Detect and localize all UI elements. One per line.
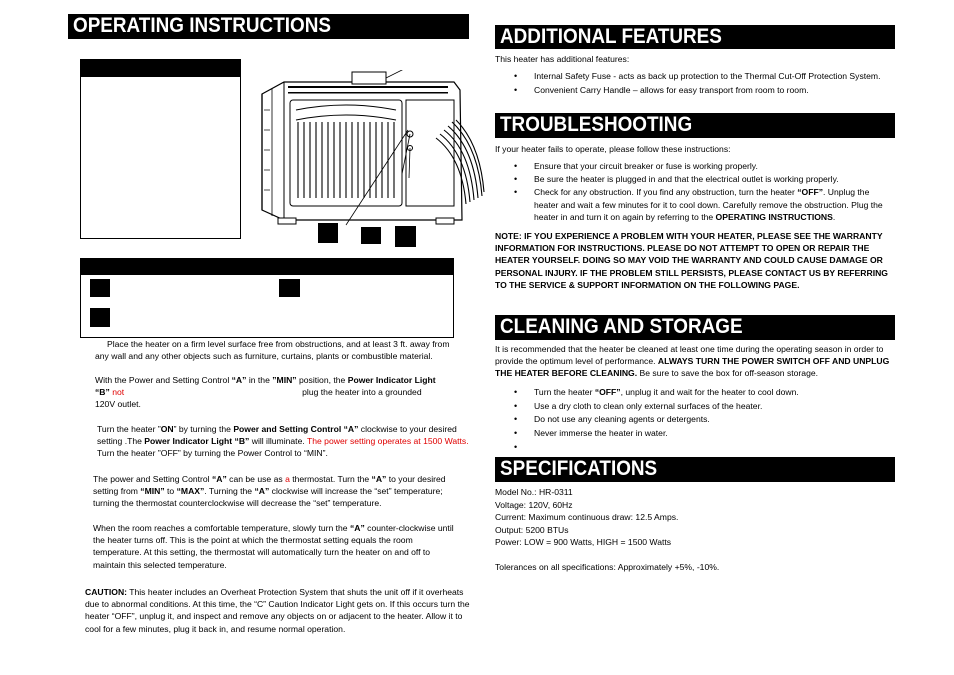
indicator-key-a: [90, 279, 110, 297]
troubleshooting-note: NOTE: IF YOU EXPERIENCE A PROBLEM WITH YOUR HEATER, PLEASE SEE THE WARRANTY INFORMATION FOR INSTRUCTIONS. PLEASE DO NOT ATTEMPT TO OPEN OR REPAIR THE HEATER YOURSELF. DOING SO MAY VOID THE WARRANTY AND COULD CAUSE DAMAGE OR PERSONAL INJURY. IF THE PROBLEM STILL PERSISTS, PLEASE CONTACT US BY REFERRING TO THE SERVICE & SUPPORT INFORMATION ON THE FOLLOWING PAGE.: [495, 231, 888, 290]
controls-legend-box: [80, 59, 241, 239]
list-item: • Internal Safety Fuse - acts as back up protection to the Thermal Cut-Off Protection System.: [496, 70, 896, 82]
spec-line: Voltage: 120V, 60Hz: [495, 499, 573, 510]
spec-line: Current: Maximum continuous draw: 12.5 Amps.: [495, 512, 679, 522]
additional-features-heading: ADDITIONAL FEATURES: [495, 25, 895, 49]
list-item: [496, 441, 896, 455]
operating-para-5: When the room reaches a comfortable temperature, slowly turn the “A” counter-clockwise until the heater turns off. This is the point at which the thermostat setting equals the room temperature. At this setting, the thermostat will automatically turn the heater on and off to maintain this selected temperature.: [93, 523, 454, 570]
callout-box-b: [361, 227, 381, 244]
list-item: • Use a dry cloth to clean only external surfaces of the heater.: [496, 400, 896, 414]
spec-line: Power: LOW = 900 Watts, HIGH = 1500 Watts: [495, 537, 672, 547]
list-item: • Check for any obstruction. If you find any obstruction, turn the heater “OFF”. Unplug the heater and wait a few minutes for it to cool down. Carefully remove the obstruction. Plug the heater in and turn it on again by referring to the OPERATING INSTRUCTIONS.: [496, 186, 896, 223]
specifications-heading: SPECIFICATIONS: [495, 457, 895, 482]
list-item: • Do not use any cleaning agents or detergents.: [496, 413, 896, 427]
cleaning-list: [496, 386, 896, 455]
additional-intro: This heater has additional features:: [495, 54, 630, 64]
list-item: • Ensure that your circuit breaker or fuse is working properly.: [496, 160, 896, 172]
operating-instructions-heading: OPERATING INSTRUCTIONS: [68, 14, 469, 39]
operating-para-1: Place the heater on a firm level surface free from obstructions, and at least 3 ft. away from any wall and any other objects such as furniture, curtains, plants or combustible material.: [95, 339, 450, 362]
list-item: • Convenient Carry Handle – allows for easy transport from room to room.: [496, 84, 896, 96]
list-item: • Turn the heater “OFF”, unplug it and wait for the heater to cool down.: [496, 386, 896, 400]
indicator-key-c: [90, 308, 110, 327]
list-item: • Never immerse the heater in water.: [496, 427, 896, 441]
operating-para-2: With the Power and Setting Control “A” in the ”MIN” position, the Power Indicator Light “B” not plug the heater into a grounded 120V outlet.: [95, 375, 436, 410]
callout-box-a: [318, 223, 338, 243]
troubleshooting-intro: If your heater fails to operate, please follow these instructions:: [495, 144, 731, 154]
callout-box-c: [395, 226, 416, 247]
caution-paragraph: CAUTION: This heater includes an Overheat Protection System that shuts the unit off if it overheats due to abnormal conditions. At this time, the “C” Caution Indicator Light gets on. If this occurs turn the heater “OFF”, unplug it, and inspect and remove any objects on or adjacent to the heater. Allow it to cool for a few minutes, plug it back in, and resume normal operation.: [85, 587, 470, 634]
additional-list: [496, 70, 896, 96]
spec-lines: [495, 486, 895, 549]
indicators-header-bar: [80, 258, 454, 275]
operating-para-3: Turn the heater ”ON” by turning the Power and Setting Control “A” clockwise to your desired setting .The Power Indicator Light “B” will illuminate. The power setting operates at 1500 Watts. Turn the heater ”OFF” by turning the Power Control to “MIN”.: [97, 424, 469, 459]
cleaning-intro: It is recommended that the heater be cleaned at least one time during the operating season in order to provide the optimum level of performance. ALWAYS TURN THE POWER SWITCH OFF AND UNPLUG THE HEATER BEFORE CLEANING. Be sure to save the box for off-season storage.: [495, 344, 890, 379]
cleaning-storage-heading: CLEANING AND STORAGE: [495, 315, 895, 340]
spec-line: Output: 5200 BTUs: [495, 524, 569, 535]
controls-legend-header-bar: [80, 59, 241, 77]
troubleshooting-list: [496, 160, 896, 223]
indicator-key-b: [279, 279, 300, 297]
list-item: • Be sure the heater is plugged in and that the electrical outlet is working properly.: [496, 173, 896, 185]
spec-line: Model No.: HR-0311: [495, 487, 573, 497]
heater-illustration: [248, 70, 490, 248]
troubleshooting-heading: TROUBLESHOOTING: [495, 113, 895, 138]
spec-tolerances: Tolerances on all specifications: Approximately +5%, -10%.: [495, 562, 720, 572]
operating-para-4: The power and Setting Control “A” can be use as a thermostat. Turn the “A” to your desired setting from “MIN” to “MAX”. Turning the “A” clockwise will increase the “set” temperature; turning the thermostat counterclockwise will decrease the “set” temperature.: [93, 474, 446, 509]
